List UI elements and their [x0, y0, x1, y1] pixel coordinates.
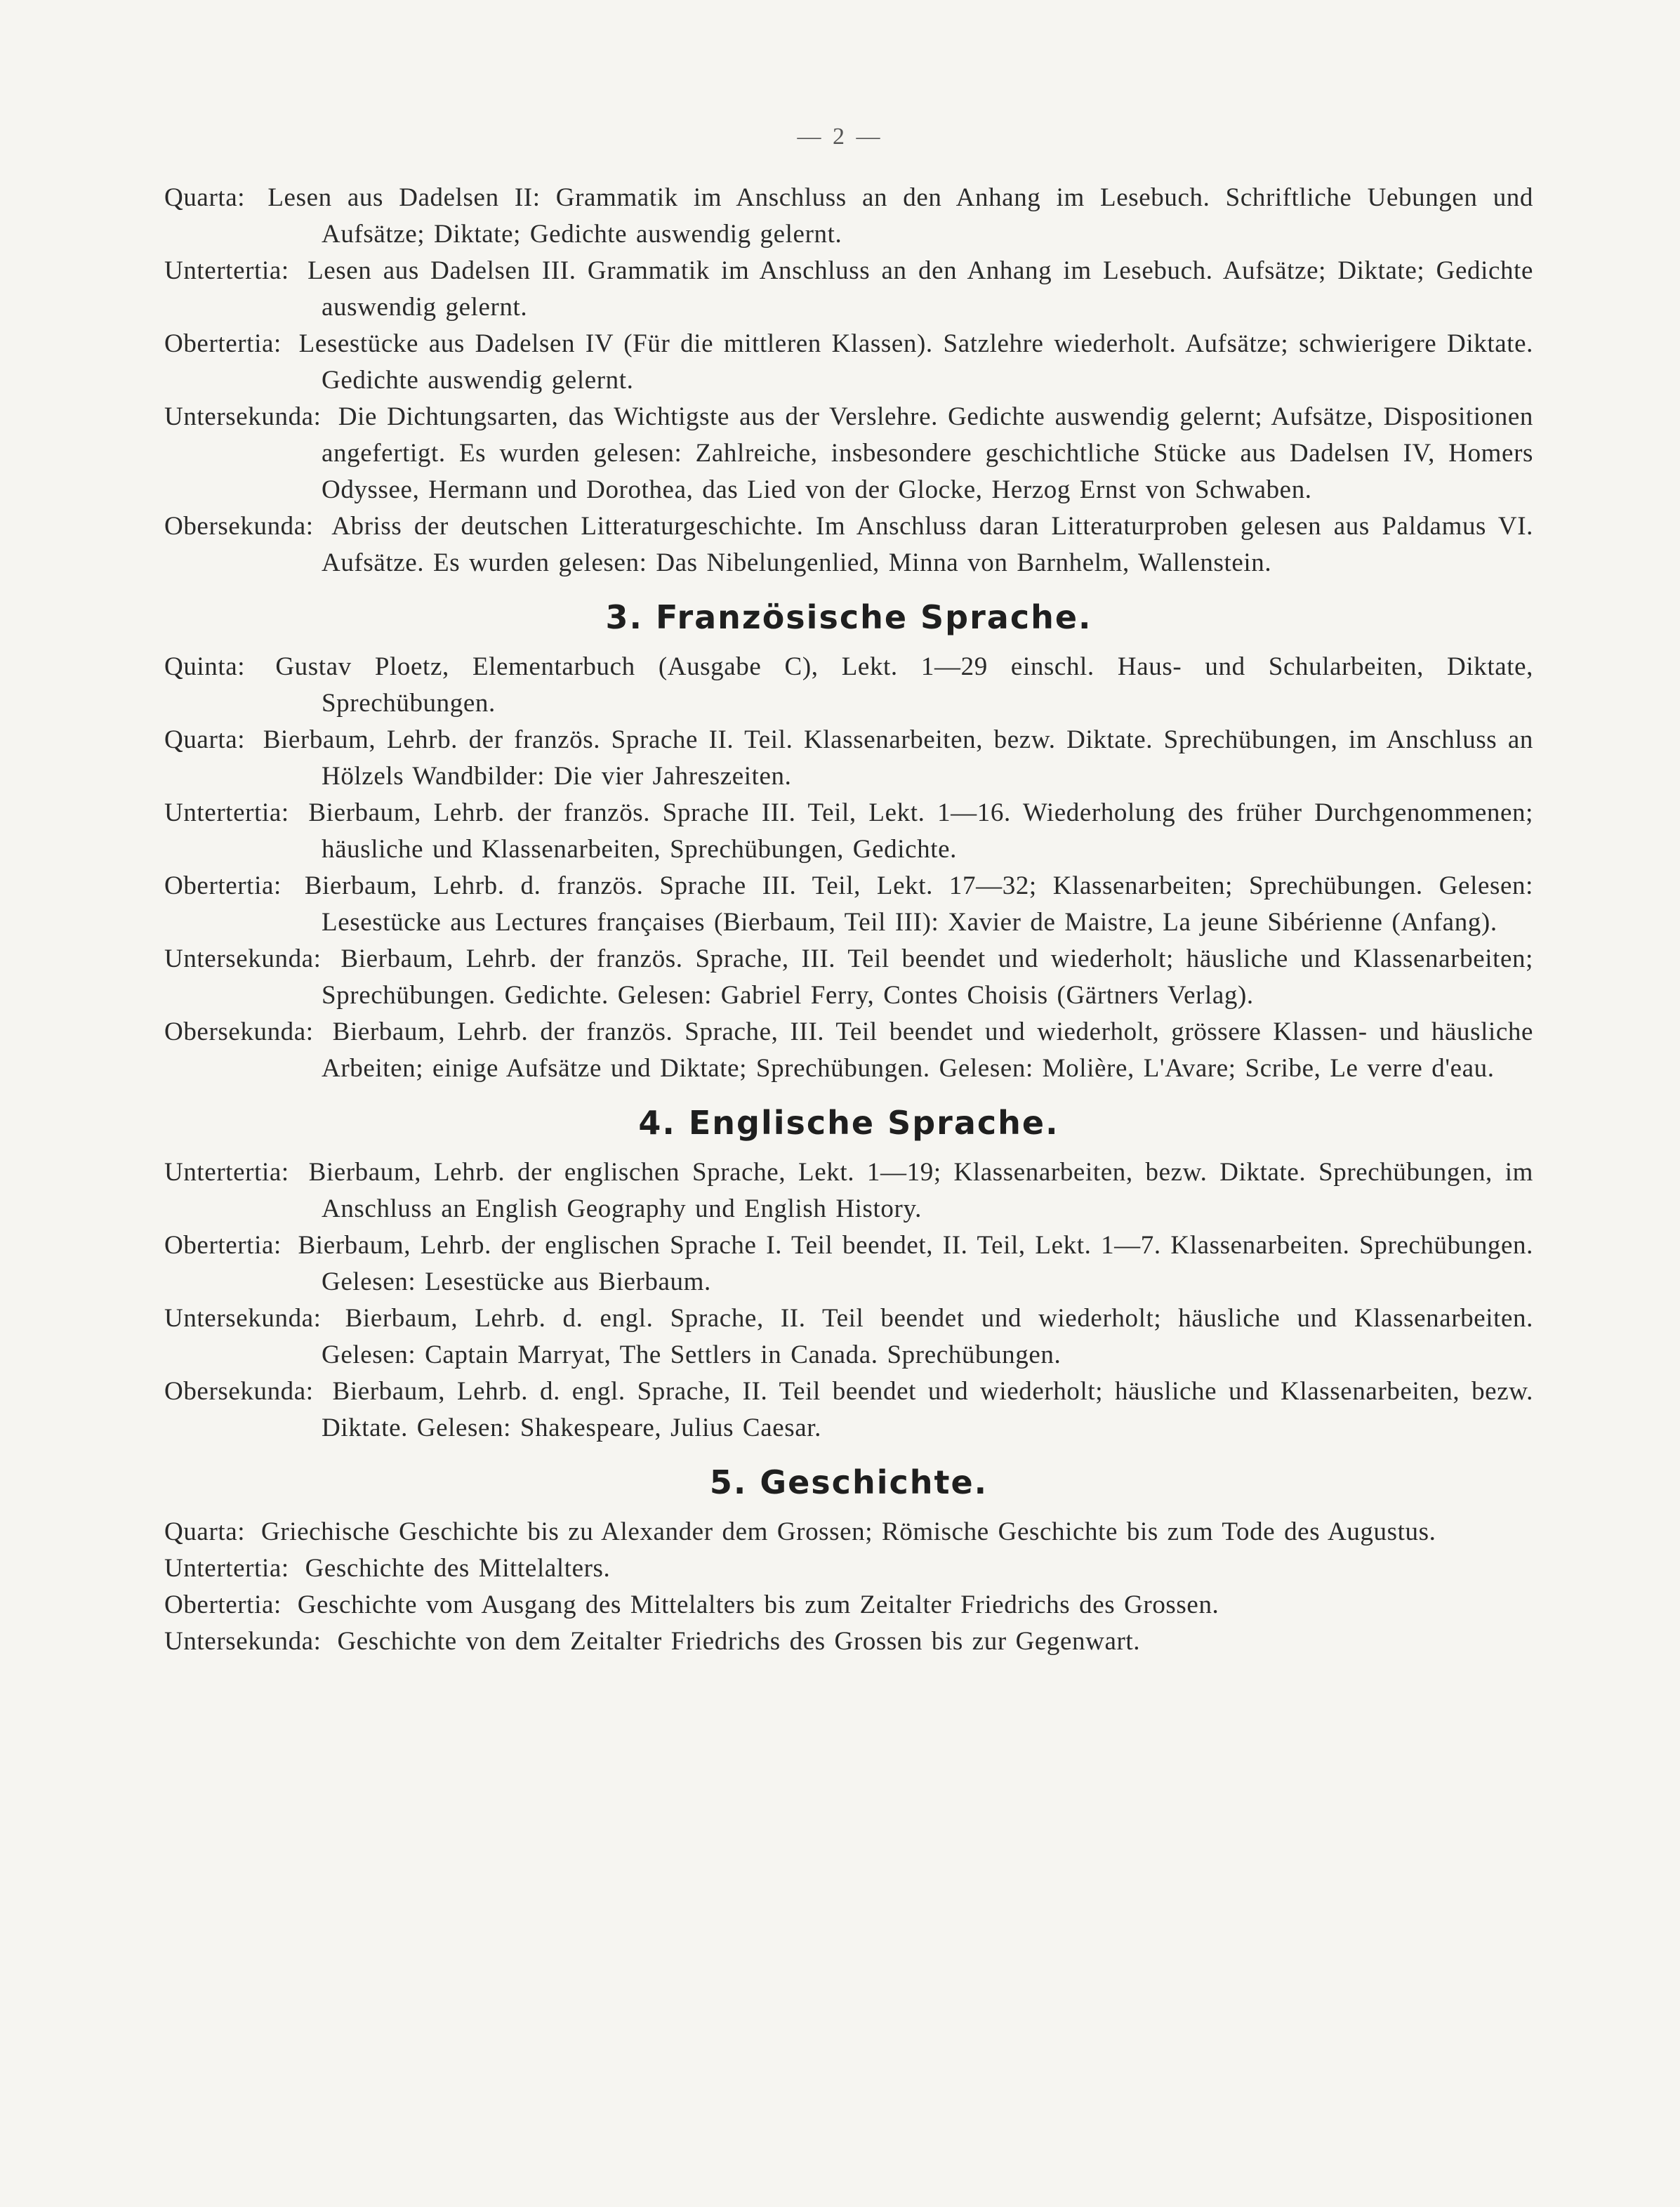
entry-label: Untertertia:	[164, 798, 289, 827]
entry-label: Untersekunda:	[164, 944, 322, 973]
entry-untertertia	[164, 795, 1533, 868]
page-content	[164, 180, 1533, 1664]
entry-text: Bierbaum, Lehrb. der französ. Sprache III. Teil, Lekt. 1—16. Wiederholung des früher Durchgenommenen; häusliche und Klassenarbeiten, Sprechübungen, Gedichte.	[308, 798, 1533, 864]
entry-quarta	[164, 1514, 1533, 1550]
entry-text: Bierbaum, Lehrb. der englischen Sprache, Lekt. 1—19; Klassenarbeiten, bezw. Diktate. Sprechübungen, im Anschluss an English Geography und English History.	[308, 1158, 1533, 1223]
section-englisch	[164, 1102, 1533, 1447]
entry-label: Obertertia:	[164, 1231, 282, 1260]
entry-untersekunda	[164, 1623, 1533, 1660]
entry-label: Obersekunda:	[164, 512, 314, 541]
entry-quarta	[164, 722, 1533, 795]
entry-untersekunda	[164, 399, 1533, 508]
entry-label: Quinta:	[164, 652, 246, 681]
entry-text: Geschichte des Mittelalters.	[305, 1554, 611, 1583]
entry-text: Bierbaum, Lehrb. der französ. Sprache, III. Teil beendet und wiederholt, grössere Klassen- und häusliche Arbeiten; einige Aufsätze und Diktate; Sprechübungen. Gelesen: Molière, L'Avare; Scribe, Le verre d'eau.	[322, 1017, 1533, 1083]
entry-label: Untersekunda:	[164, 402, 322, 431]
page-number: — 2 —	[797, 124, 883, 150]
entry-label: Obertertia:	[164, 1590, 282, 1619]
entry-text: Griechische Geschichte bis zu Alexander dem Grossen; Römische Geschichte bis zum Tode des Augustus.	[261, 1517, 1436, 1546]
entry-label: Obersekunda:	[164, 1377, 314, 1406]
entry-label: Obersekunda:	[164, 1017, 314, 1046]
entry-label: Obertertia:	[164, 871, 282, 900]
entry-text: Die Dichtungsarten, das Wichtigste aus der Verslehre. Gedichte auswendig gelernt; Aufsätze, Dispositionen angefertigt. Es wurden gelesen: Zahlreiche, insbesondere geschichtliche Stücke aus Dadelsen IV, Homers Odyssee, Hermann und Dorothea, das Lied von der Glocke, Herzog Ernst von Schwaben.	[322, 402, 1533, 504]
entry-text: Lesen aus Dadelsen II: Grammatik im Anschluss an den Anhang im Lesebuch. Schriftliche Uebungen und Aufsätze; Diktate; Gedichte auswendig gelernt.	[267, 183, 1534, 249]
entry-text: Bierbaum, Lehrb. der französ. Sprache II. Teil. Klassenarbeiten, bezw. Diktate. Sprechübungen, im Anschluss an Hölzels Wandbilder: Die vier Jahreszeiten.	[263, 725, 1533, 791]
entry-text: Geschichte von dem Zeitalter Friedrichs des Grossen bis zur Gegenwart.	[337, 1627, 1141, 1656]
entry-text: Bierbaum, Lehrb. d. engl. Sprache, II. Teil beendet und wiederholt; häusliche und Klassenarbeiten. Gelesen: Captain Marryat, The Settlers in Canada. Sprechübungen.	[322, 1304, 1533, 1369]
entry-label: Untersekunda:	[164, 1304, 322, 1333]
entry-untersekunda	[164, 941, 1533, 1014]
entry-obersekunda	[164, 1373, 1533, 1447]
entry-label: Untertertia:	[164, 1158, 289, 1187]
entry-text: Bierbaum, Lehrb. der französ. Sprache, III. Teil beendet und wiederholt; häusliche und Klassenarbeiten; Sprechübungen. Gedichte. Gelesen: Gabriel Ferry, Contes Choisis (Gärtners Verlag).	[322, 944, 1533, 1010]
entry-obertertia	[164, 868, 1533, 941]
german-continuation	[164, 180, 1533, 581]
entry-label: Quarta:	[164, 725, 246, 754]
entry-untersekunda	[164, 1300, 1533, 1373]
entry-label: Quarta:	[164, 183, 246, 212]
entry-quarta	[164, 180, 1533, 253]
entry-label: Obertertia:	[164, 329, 282, 358]
section-heading: 5. Geschichte.	[709, 1463, 988, 1501]
entry-text: Bierbaum, Lehrb. d. französ. Sprache III. Teil, Lekt. 17—32; Klassenarbeiten; Sprechübungen. Gelesen: Lesestücke aus Lectures françaises (Bierbaum, Teil III): Xavier de Maistre, La jeune Sibérienne (Anfang).	[304, 871, 1533, 937]
entry-text: Geschichte vom Ausgang des Mittelalters bis zum Zeitalter Friedrichs des Grossen.	[297, 1590, 1219, 1619]
entry-obertertia	[164, 1227, 1533, 1300]
entry-label: Untertertia:	[164, 1554, 289, 1583]
entry-text: Gustav Ploetz, Elementarbuch (Ausgabe C), Lekt. 1—29 einschl. Haus- und Schularbeiten, Diktate, Sprechübungen.	[275, 652, 1533, 718]
section-geschichte	[164, 1462, 1533, 1660]
section-heading: 3. Französische Sprache.	[605, 598, 1092, 636]
entry-label: Untersekunda:	[164, 1627, 322, 1656]
entry-obertertia	[164, 1587, 1533, 1623]
entry-untertertia	[164, 253, 1533, 326]
entry-untertertia	[164, 1550, 1533, 1587]
entry-label: Untertertia:	[164, 256, 289, 285]
section-heading: 4. Englische Sprache.	[638, 1104, 1059, 1142]
entry-text: Bierbaum, Lehrb. d. engl. Sprache, II. Teil beendet und wiederholt; häusliche und Klassenarbeiten, bezw. Diktate. Gelesen: Shakespeare, Julius Caesar.	[322, 1377, 1533, 1442]
entry-quinta	[164, 649, 1533, 722]
entry-label: Quarta:	[164, 1517, 246, 1546]
entry-text: Bierbaum, Lehrb. der englischen Sprache I. Teil beendet, II. Teil, Lekt. 1—7. Klassenarbeiten. Sprechübungen. Gelesen: Lesestücke aus Bierbaum.	[298, 1231, 1534, 1296]
entry-text: Lesestücke aus Dadelsen IV (Für die mittleren Klassen). Satzlehre wiederholt. Aufsätze; schwierigere Diktate. Gedichte auswendig gelernt.	[298, 329, 1534, 395]
entry-obersekunda	[164, 508, 1533, 581]
entry-obertertia	[164, 326, 1533, 399]
entry-text: Abriss der deutschen Litteraturgeschichte. Im Anschluss daran Litteraturproben gelesen aus Paldamus VI. Aufsätze. Es wurden gelesen: Das Nibelungenlied, Minna von Barnhelm, Wallenstein.	[322, 512, 1533, 577]
entry-untertertia	[164, 1154, 1533, 1227]
section-franzoesisch	[164, 597, 1533, 1087]
entry-obersekunda	[164, 1014, 1533, 1087]
entry-text: Lesen aus Dadelsen III. Grammatik im Anschluss an den Anhang im Lesebuch. Aufsätze; Diktate; Gedichte auswendig gelernt.	[307, 256, 1533, 322]
